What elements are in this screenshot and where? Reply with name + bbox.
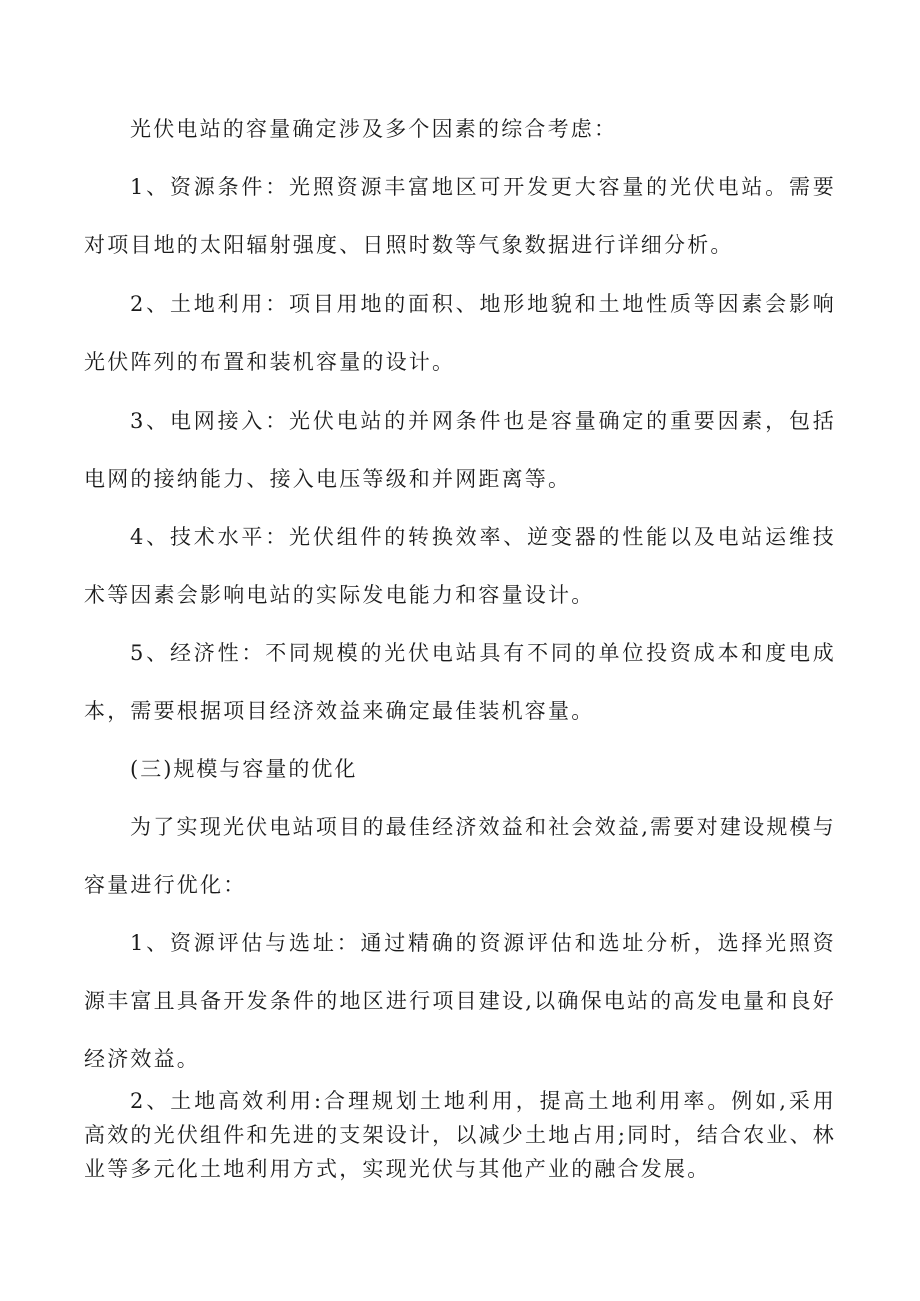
grid-connection-paragraph: 3、电网接入：光伏电站的并网条件也是容量确定的重要因素，包括电网的接纳能力、接入电压等级和并网距离等。 xyxy=(84,409,836,491)
intro-paragraph: 光伏电站的容量确定涉及多个因素的综合考虑： xyxy=(130,117,618,141)
resource-assessment-paragraph: 1、资源评估与选址：通过精确的资源评估和选址分析，选择光照资源丰富且具备开发条件的地区进行项目建设,以确保电站的高发电量和良好经济效益。 xyxy=(84,931,836,1071)
section-heading: (三)规模与容量的优化 xyxy=(130,757,358,781)
land-efficiency-paragraph: 2、土地高效利用:合理规划土地利用，提高土地利用率。例如,采用高效的光伏组件和先进的支架设计，以减少土地占用;同时，结合农业、林业等多元化土地利用方式，实现光伏与其他产业的融合发展。 xyxy=(84,1089,836,1181)
optimization-intro-paragraph: 为了实现光伏电站项目的最佳经济效益和社会效益,需要对建设规模与容量进行优化： xyxy=(84,815,836,897)
land-use-paragraph: 2、土地利用：项目用地的面积、地形地貌和土地性质等因素会影响光伏阵列的布置和装机容量的设计。 xyxy=(84,292,836,374)
resource-conditions-paragraph: 1、资源条件：光照资源丰富地区可开发更大容量的光伏电站。需要对项目地的太阳辐射强度、日照时数等气象数据进行详细分析。 xyxy=(84,175,836,257)
economics-paragraph: 5、经济性：不同规模的光伏电站具有不同的单位投资成本和度电成本，需要根据项目经济效益来确定最佳装机容量。 xyxy=(84,641,836,723)
technology-level-paragraph: 4、技术水平：光伏组件的转换效率、逆变器的性能以及电站运维技术等因素会影响电站的实际发电能力和容量设计。 xyxy=(84,525,836,607)
